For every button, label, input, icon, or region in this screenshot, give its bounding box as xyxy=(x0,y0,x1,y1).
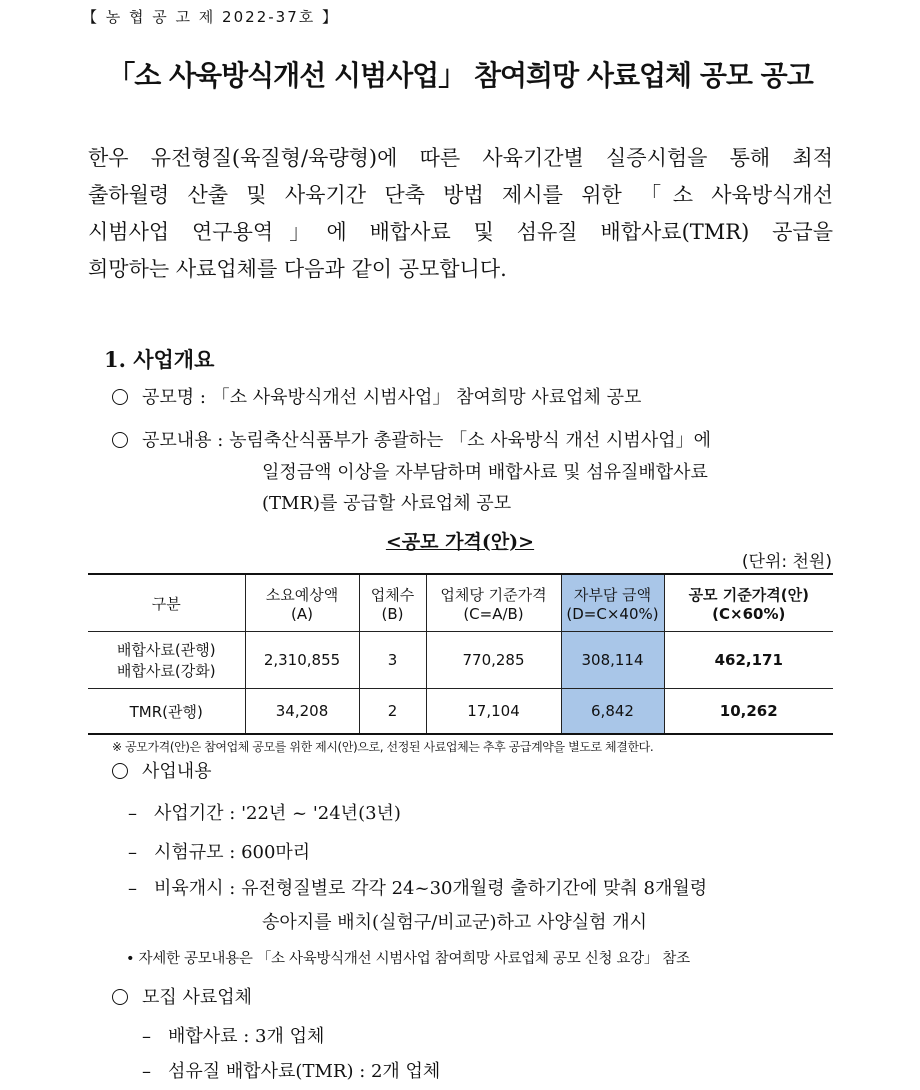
table-cell: 308,114 xyxy=(561,632,664,689)
recruit-item-text: 섬유질 배합사료(TMR) : 2개 업체 xyxy=(168,1061,441,1082)
item-value: '22년 ~ '24년(3년) xyxy=(241,803,401,824)
price-table xyxy=(88,573,833,735)
table-header-row xyxy=(88,574,833,632)
item-name xyxy=(112,383,641,413)
table-cell: 17,104 xyxy=(426,689,561,735)
circle-bullet-icon xyxy=(112,389,128,405)
intro-paragraph xyxy=(88,140,833,288)
item-label: 공모명 : xyxy=(142,387,212,408)
intro-line: 시범사업 연구용역」에 배합사료 및 섬유질 배합사료(TMR) 공급을 xyxy=(88,220,833,244)
circle-bullet-icon xyxy=(112,432,128,448)
business-item-period xyxy=(128,799,401,829)
table-header-cell: 업체당 기준가격 (C=A/B) xyxy=(426,574,561,632)
unit-label: (단위: 천원) xyxy=(741,552,832,572)
table-cell: 2 xyxy=(359,689,426,735)
business-heading xyxy=(112,757,212,787)
intro-line: 출하월령 산출 및 사육기간 단축 방법 제시를 위한 「소 사육방식개선 xyxy=(88,183,833,207)
item-label: 시험규모 : xyxy=(154,842,242,863)
item-label: 공모내용 : xyxy=(142,430,230,451)
item-content xyxy=(112,426,711,456)
intro-line: 한우 유전형질(육질형/육량형)에 따른 사육기간별 실증시험을 통해 최적 xyxy=(88,146,833,170)
table-cell: 6,842 xyxy=(561,689,664,735)
table-cell: 배합사료(관행) 배합사료(강화) xyxy=(88,632,245,689)
intro-line: 희망하는 사료업체를 다음과 같이 공모합니다. xyxy=(88,257,507,281)
item-label: 사업기간 : xyxy=(154,803,242,824)
table-row xyxy=(88,689,833,735)
dash-bullet-icon: – xyxy=(128,842,137,863)
table-header-cell: 자부담 금액 (D=C×40%) xyxy=(561,574,664,632)
item-value: 600마리 xyxy=(241,842,311,863)
item-value-line: 일정금액 이상을 자부담하며 배합사료 및 섬유질배합사료 xyxy=(262,462,708,483)
business-item-start-continuation xyxy=(262,908,647,938)
table-header-cell: 소요예상액 (A) xyxy=(245,574,359,632)
item-content-continuation xyxy=(262,457,708,519)
detail-note: • 자세한 공모내용은 「소 사육방식개선 시범사업 참여희망 사료업체 공모 신청 요강」 참조 xyxy=(126,951,690,967)
circle-bullet-icon xyxy=(112,763,128,779)
notice-number: 【 농 협 공 고 제 2022-37호 】 xyxy=(82,8,339,26)
recruit-label: 모집 사료업체 xyxy=(142,987,253,1008)
item-value: 송아지를 배치(실험구/비교군)하고 사양실험 개시 xyxy=(262,912,648,933)
item-value: 「소 사육방식개선 시범사업」 참여희망 사료업체 공모 xyxy=(211,387,642,408)
recruit-item xyxy=(142,1022,324,1052)
table-header-cell: 업체수 (B) xyxy=(359,574,426,632)
business-item-scale xyxy=(128,838,310,868)
recruit-item-text: 배합사료 : 3개 업체 xyxy=(168,1026,325,1047)
document-title: 「소 사육방식개선 시범사업」 참여희망 사료업체 공모 공고 xyxy=(107,59,813,92)
table-header-cell: 구분 xyxy=(88,574,245,632)
table-header-cell: 공모 기준가격(안) (C×60%) xyxy=(664,574,833,632)
dash-bullet-icon: – xyxy=(128,878,137,899)
table-cell: 34,208 xyxy=(245,689,359,735)
table-cell: 10,262 xyxy=(664,689,833,735)
item-label: 비육개시 : xyxy=(154,878,242,899)
recruit-item xyxy=(142,1057,440,1087)
item-value-line: 농림축산식품부가 총괄하는 「소 사육방식 개선 시범사업」에 xyxy=(229,430,711,451)
dash-bullet-icon: – xyxy=(128,803,137,824)
section-title: 1. 사업개요 xyxy=(104,347,215,372)
dash-bullet-icon: – xyxy=(142,1061,151,1082)
business-label: 사업내용 xyxy=(142,761,212,782)
table-cell: 3 xyxy=(359,632,426,689)
item-value: 유전형질별로 각각 24~30개월령 출하기간에 맞춰 8개월령 xyxy=(241,878,708,899)
table-footnote: ※ 공모가격(안)은 참여업체 공모를 위한 제시(안)으로, 선정된 사료업체는 추후 공급계약을 별도로 체결한다. xyxy=(112,740,654,754)
business-item-start xyxy=(128,874,707,904)
table-cell: TMR(관행) xyxy=(88,689,245,735)
price-table-title: <공모 가격(안)> xyxy=(385,531,535,553)
circle-bullet-icon xyxy=(112,989,128,1005)
dash-bullet-icon: – xyxy=(142,1026,151,1047)
recruit-heading xyxy=(112,983,252,1013)
table-cell: 462,171 xyxy=(664,632,833,689)
table-row xyxy=(88,632,833,689)
item-value-line: (TMR)를 공급할 사료업체 공모 xyxy=(262,493,512,514)
table-cell: 2,310,855 xyxy=(245,632,359,689)
table-cell: 770,285 xyxy=(426,632,561,689)
